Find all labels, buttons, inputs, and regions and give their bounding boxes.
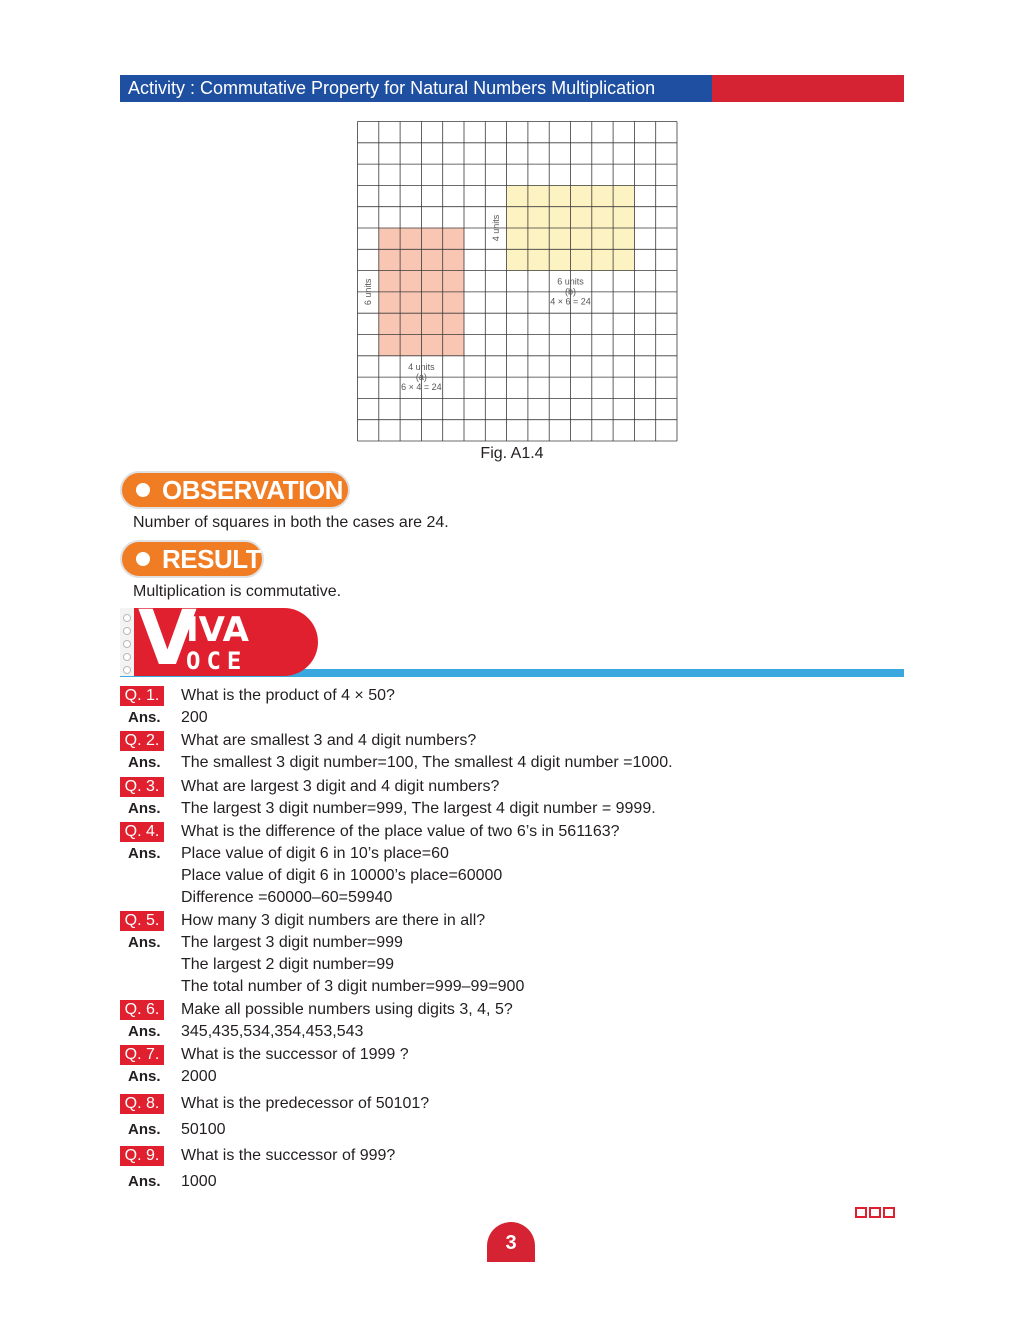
answer-text: Difference =60000–60=59940 [181,889,393,906]
question-text: What are largest 3 digit and 4 digit numbers? [181,778,500,795]
square-grid-figure [356,120,680,444]
answer-label: Ans. [128,1173,161,1190]
rect-a-equation: 6 × 4 = 24 [401,381,442,392]
rect-b-tag: (b) [565,286,576,297]
answer-text: Place value of digit 6 in 10000’s place=60000 [181,867,503,884]
question-text: What is the difference of the place value of two 6’s in 561163? [181,823,620,840]
strip-hole-icon [123,627,131,635]
question-number: Q. 5. [120,911,164,931]
answer-text: The total number of 3 digit number=999–99=900 [181,978,525,995]
answer-text: 345,435,534,354,453,543 [181,1023,364,1040]
answer-text: The largest 2 digit number=99 [181,956,395,973]
viva-word-top: IVA [186,610,249,650]
answer-label: Ans. [128,1023,161,1040]
figure-caption: Fig. A1.4 [480,445,544,462]
activity-header-blue [120,75,712,102]
rect-a-bottom-label: 4 units [408,361,435,372]
answer-text: 2000 [181,1068,217,1085]
question-text: Make all possible numbers using digits 3, 4, 5? [181,1001,513,1018]
strip-hole-icon [123,614,131,622]
result-text: Multiplication is commutative. [133,583,342,600]
activity-header-bar [120,75,904,102]
answer-label: Ans. [128,934,161,951]
activity-title: Activity : Commutative Property for Natural Numbers Multiplication [128,78,656,98]
answer-text: 200 [181,709,208,726]
rect-a-side-label: 6 units [363,278,374,306]
answer-label: Ans. [128,845,161,862]
question-number: Q. 6. [120,1000,164,1020]
question-number: Q. 3. [120,777,164,797]
viva-word-bottom: OCE [186,647,248,675]
bullet-dot-icon [136,483,150,497]
result-heading: RESULT [162,544,262,574]
rect-a-tag: (a) [415,371,427,382]
question-number: Q. 1. [120,686,164,706]
answer-text: 1000 [181,1173,217,1190]
answer-label: Ans. [128,800,161,817]
answer-label: Ans. [128,709,161,726]
square-icon [855,1207,867,1218]
answer-label: Ans. [128,1121,161,1138]
question-number: Q. 7. [120,1045,164,1065]
answer-text: Place value of digit 6 in 10’s place=60 [181,845,449,862]
question-number: Q. 9. [120,1146,164,1166]
strip-hole-icon [123,666,131,674]
question-text: What is the product of 4 × 50? [181,687,395,704]
square-icon [869,1207,881,1218]
rect-b-equation: 4 × 6 = 24 [550,296,591,307]
viva-letter-v: V [138,593,197,682]
rect-b-bottom-label: 6 units [557,276,584,287]
square-icon [883,1207,895,1218]
observation-text: Number of squares in both the cases are 24. [133,514,449,531]
question-text: What is the successor of 999? [181,1147,396,1164]
question-number: Q. 2. [120,731,164,751]
question-text: What is the predecessor of 50101? [181,1095,430,1112]
answer-text: The smallest 3 digit number=100, The smallest 4 digit number =1000. [181,754,673,771]
question-number: Q. 8. [120,1094,164,1114]
question-text: What are smallest 3 and 4 digit numbers? [181,732,477,749]
question-text: How many 3 digit numbers are there in all? [181,912,486,929]
question-text: What is the successor of 1999 ? [181,1046,409,1063]
page-number: 3 [487,1222,535,1262]
viva-perforated-strip [120,608,134,676]
observation-heading-pill [120,471,350,509]
result-heading-pill [120,540,264,578]
observation-heading: OBSERVATION [162,475,343,505]
strip-hole-icon [123,640,131,648]
bullet-dot-icon [136,552,150,566]
end-of-section-marks [855,1205,897,1223]
strip-hole-icon [123,653,131,661]
answer-text: The largest 3 digit number=999 [181,934,403,951]
rect-b-side-label: 4 units [490,214,501,242]
question-number: Q. 4. [120,822,164,842]
answer-label: Ans. [128,754,161,771]
answer-text: The largest 3 digit number=999, The largest 4 digit number = 9999. [181,800,656,817]
answer-label: Ans. [128,1068,161,1085]
answer-text: 50100 [181,1121,226,1138]
